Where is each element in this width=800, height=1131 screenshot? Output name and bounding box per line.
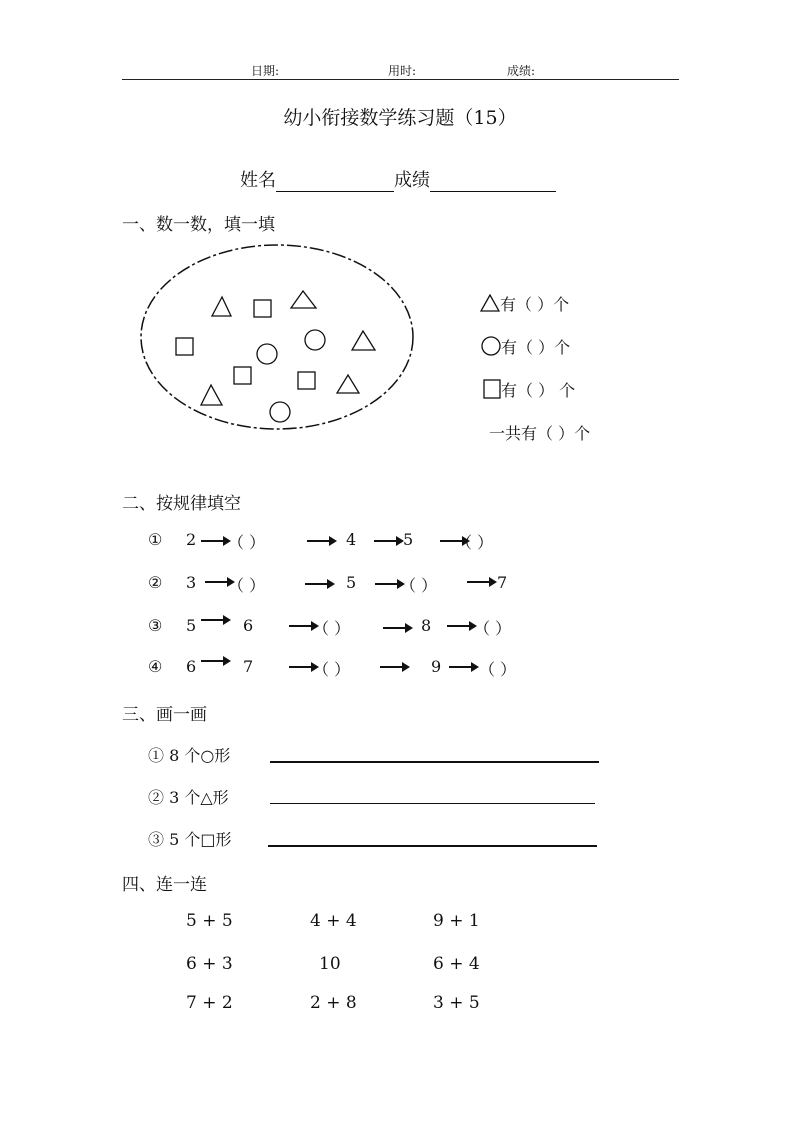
seq-value: 6	[243, 616, 254, 635]
seq-value: 4	[346, 530, 357, 549]
draw-triangles-label: ② 3 个△形	[148, 788, 229, 807]
arrow-icon	[374, 536, 404, 546]
time-label: 用时:	[388, 64, 417, 78]
arrow-icon	[467, 577, 497, 587]
header-score-label: 成绩:	[507, 64, 536, 78]
triangle-shape	[201, 385, 222, 405]
seq-blank[interactable]: （ ）	[228, 533, 266, 552]
circle-answer-text[interactable]: 有（ ）个	[501, 338, 571, 357]
circle-shape	[270, 402, 290, 422]
arrow-icon	[383, 623, 413, 633]
square-shape	[254, 300, 271, 317]
circle-shape	[257, 344, 277, 364]
match-item[interactable]: 6 + 3	[186, 954, 233, 974]
name-blank[interactable]	[276, 173, 394, 192]
draw-line[interactable]	[268, 845, 597, 847]
triangle-icon	[480, 294, 500, 312]
header-rule	[122, 79, 679, 80]
score-label: 成绩	[394, 170, 430, 191]
match-item[interactable]: 6 + 4	[433, 954, 480, 974]
seq-blank[interactable]: （ ）	[474, 619, 512, 638]
arrow-icon	[449, 662, 479, 672]
seq-blank[interactable]: （ ）	[313, 619, 351, 638]
section3-heading: 三、画一画	[122, 705, 207, 725]
seq-value: 7	[243, 657, 254, 676]
arrow-icon	[201, 536, 231, 546]
square-shape	[298, 372, 315, 389]
seq-blank[interactable]: （ ）	[456, 533, 494, 552]
seq-value: 3	[186, 573, 197, 592]
match-item[interactable]: 5 + 5	[186, 911, 233, 931]
circle-answer-row	[481, 335, 570, 358]
seq-value: 5	[186, 616, 197, 635]
circle-shape	[305, 330, 325, 350]
row-number: ②	[148, 573, 163, 592]
match-item[interactable]: 4 + 4	[310, 911, 357, 931]
arrow-icon	[305, 579, 335, 589]
total-answer-row[interactable]	[489, 421, 590, 444]
seq-value: 6	[186, 657, 197, 676]
seq-value: 2	[186, 530, 197, 549]
arrow-icon	[380, 662, 410, 672]
row-number: ④	[148, 657, 163, 676]
arrow-icon	[307, 536, 337, 546]
date-label: 日期:	[251, 64, 280, 78]
shapes-oval	[130, 240, 425, 440]
square-answer-row	[483, 378, 575, 401]
section1-heading: 一、数一数，填一填	[122, 215, 275, 235]
section2-heading: 二、按规律填空	[122, 494, 241, 514]
oval-outline	[141, 245, 413, 429]
triangle-shape	[212, 297, 231, 316]
seq-blank[interactable]: （ ）	[479, 660, 517, 679]
row-number: ③	[148, 616, 163, 635]
square-shape	[234, 367, 251, 384]
circle-icon	[481, 336, 501, 356]
section4-heading: 四、连一连	[122, 875, 207, 895]
triangle-answer-row	[480, 292, 569, 315]
square-icon	[483, 379, 501, 399]
match-item[interactable]: 9 + 1	[433, 911, 480, 931]
seq-value: 7	[497, 573, 508, 592]
triangle-shape	[337, 375, 359, 393]
triangle-answer-text[interactable]: 有（ ）个	[500, 295, 570, 314]
seq-value: 9	[431, 657, 442, 676]
arrow-icon	[201, 656, 231, 666]
arrow-icon	[447, 621, 477, 631]
match-item[interactable]: 7 + 2	[186, 993, 233, 1013]
draw-squares-label: ③ 5 个□形	[148, 830, 232, 849]
seq-value: 5	[346, 573, 357, 592]
match-item[interactable]: 3 + 5	[433, 993, 480, 1013]
triangle-shape	[352, 331, 375, 350]
draw-line[interactable]	[270, 761, 599, 763]
name-label: 姓名	[240, 170, 276, 191]
triangle-shape	[291, 291, 316, 308]
draw-circles-label: ① 8 个○形	[148, 746, 231, 765]
seq-value: 8	[421, 616, 432, 635]
draw-line[interactable]	[270, 803, 595, 804]
seq-value: 5	[403, 530, 414, 549]
seq-blank[interactable]: （ ）	[228, 576, 266, 595]
match-item[interactable]: 2 + 8	[310, 993, 357, 1013]
match-item[interactable]: 10	[319, 954, 341, 974]
page-title: 幼小衔接数学练习题（15）	[283, 107, 517, 129]
square-shape	[176, 338, 193, 355]
student-info	[240, 166, 556, 192]
total-answer-text[interactable]: 一共有（ ）个	[489, 424, 591, 443]
arrow-icon	[201, 615, 231, 625]
score-blank[interactable]	[430, 173, 556, 192]
square-answer-text[interactable]: 有（ ） 个	[501, 381, 576, 400]
seq-blank[interactable]: （ ）	[313, 660, 351, 679]
seq-blank[interactable]: （ ）	[400, 576, 438, 595]
row-number: ①	[148, 530, 163, 549]
